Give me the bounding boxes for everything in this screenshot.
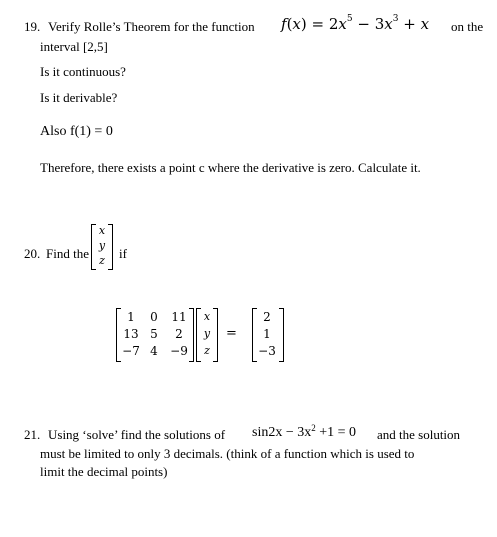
vector-right-bracket bbox=[213, 308, 218, 362]
q19-continuous-question: Is it continuous? bbox=[40, 64, 126, 79]
q21-equation: $\sin 2x - 3x^2 +1 = 0$ bbox=[252, 423, 357, 440]
q19-derivable-question: Is it derivable? bbox=[40, 90, 118, 105]
q20-number: 20. bbox=[24, 246, 41, 261]
rhs-cell: −3 bbox=[258, 344, 276, 358]
matrix-cell: 13 bbox=[123, 327, 139, 341]
q21-line3: limit the decimal points) bbox=[40, 464, 168, 479]
vector-entry: x bbox=[203, 310, 211, 323]
vector-right-bracket bbox=[108, 224, 113, 270]
q20-matrix-equation bbox=[116, 308, 296, 362]
matrix-cell: −7 bbox=[122, 344, 140, 358]
q21-line1-end: and the solution bbox=[377, 427, 461, 442]
matrix-cell: 1 bbox=[127, 310, 135, 324]
vector-entry: z bbox=[99, 254, 105, 267]
q20-vector-xyz bbox=[91, 224, 115, 270]
vector-entry: y bbox=[98, 239, 106, 252]
vector-entry: x bbox=[98, 224, 106, 237]
q21-line1-start: Using ‘solve’ find the solutions of bbox=[48, 427, 226, 442]
q19-function: $f(x) = 2x^5 - 3x^3 + x$ bbox=[281, 14, 430, 33]
q19-number: 19. bbox=[24, 19, 41, 34]
matrix-cell: 4 bbox=[150, 344, 158, 358]
vector-entry: y bbox=[203, 327, 211, 340]
q19-on-the: on the bbox=[451, 19, 484, 34]
matrix-cell: 0 bbox=[150, 310, 158, 324]
equals-sign: = bbox=[226, 326, 237, 341]
matrix-cell: 5 bbox=[150, 327, 158, 341]
rhs-cell: 2 bbox=[263, 310, 271, 324]
rhs-cell: 1 bbox=[263, 327, 271, 341]
q20-find-the: Find the bbox=[46, 246, 89, 261]
q19-intro: Verify Rolle’s Theorem for the function bbox=[48, 19, 255, 34]
q19-interval: interval [2,5] bbox=[40, 39, 108, 54]
q19-therefore: Therefore, there exists a point c where the derivative is zero. Calculate it. bbox=[40, 160, 421, 175]
rhs-right-bracket bbox=[279, 308, 284, 362]
q20-if: if bbox=[119, 246, 127, 261]
matrix-cell: −9 bbox=[170, 344, 188, 358]
matrix-cell: 2 bbox=[175, 327, 183, 341]
matrix-right-bracket bbox=[189, 308, 194, 362]
q19-f1-statement: Also f(1) = 0 bbox=[40, 124, 113, 139]
q21-line2: must be limited to only 3 decimals. (think of a function which is used to bbox=[40, 446, 415, 461]
q21-number: 21. bbox=[24, 427, 41, 442]
vector-entry: z bbox=[204, 344, 210, 357]
matrix-cell: 11 bbox=[171, 310, 187, 324]
